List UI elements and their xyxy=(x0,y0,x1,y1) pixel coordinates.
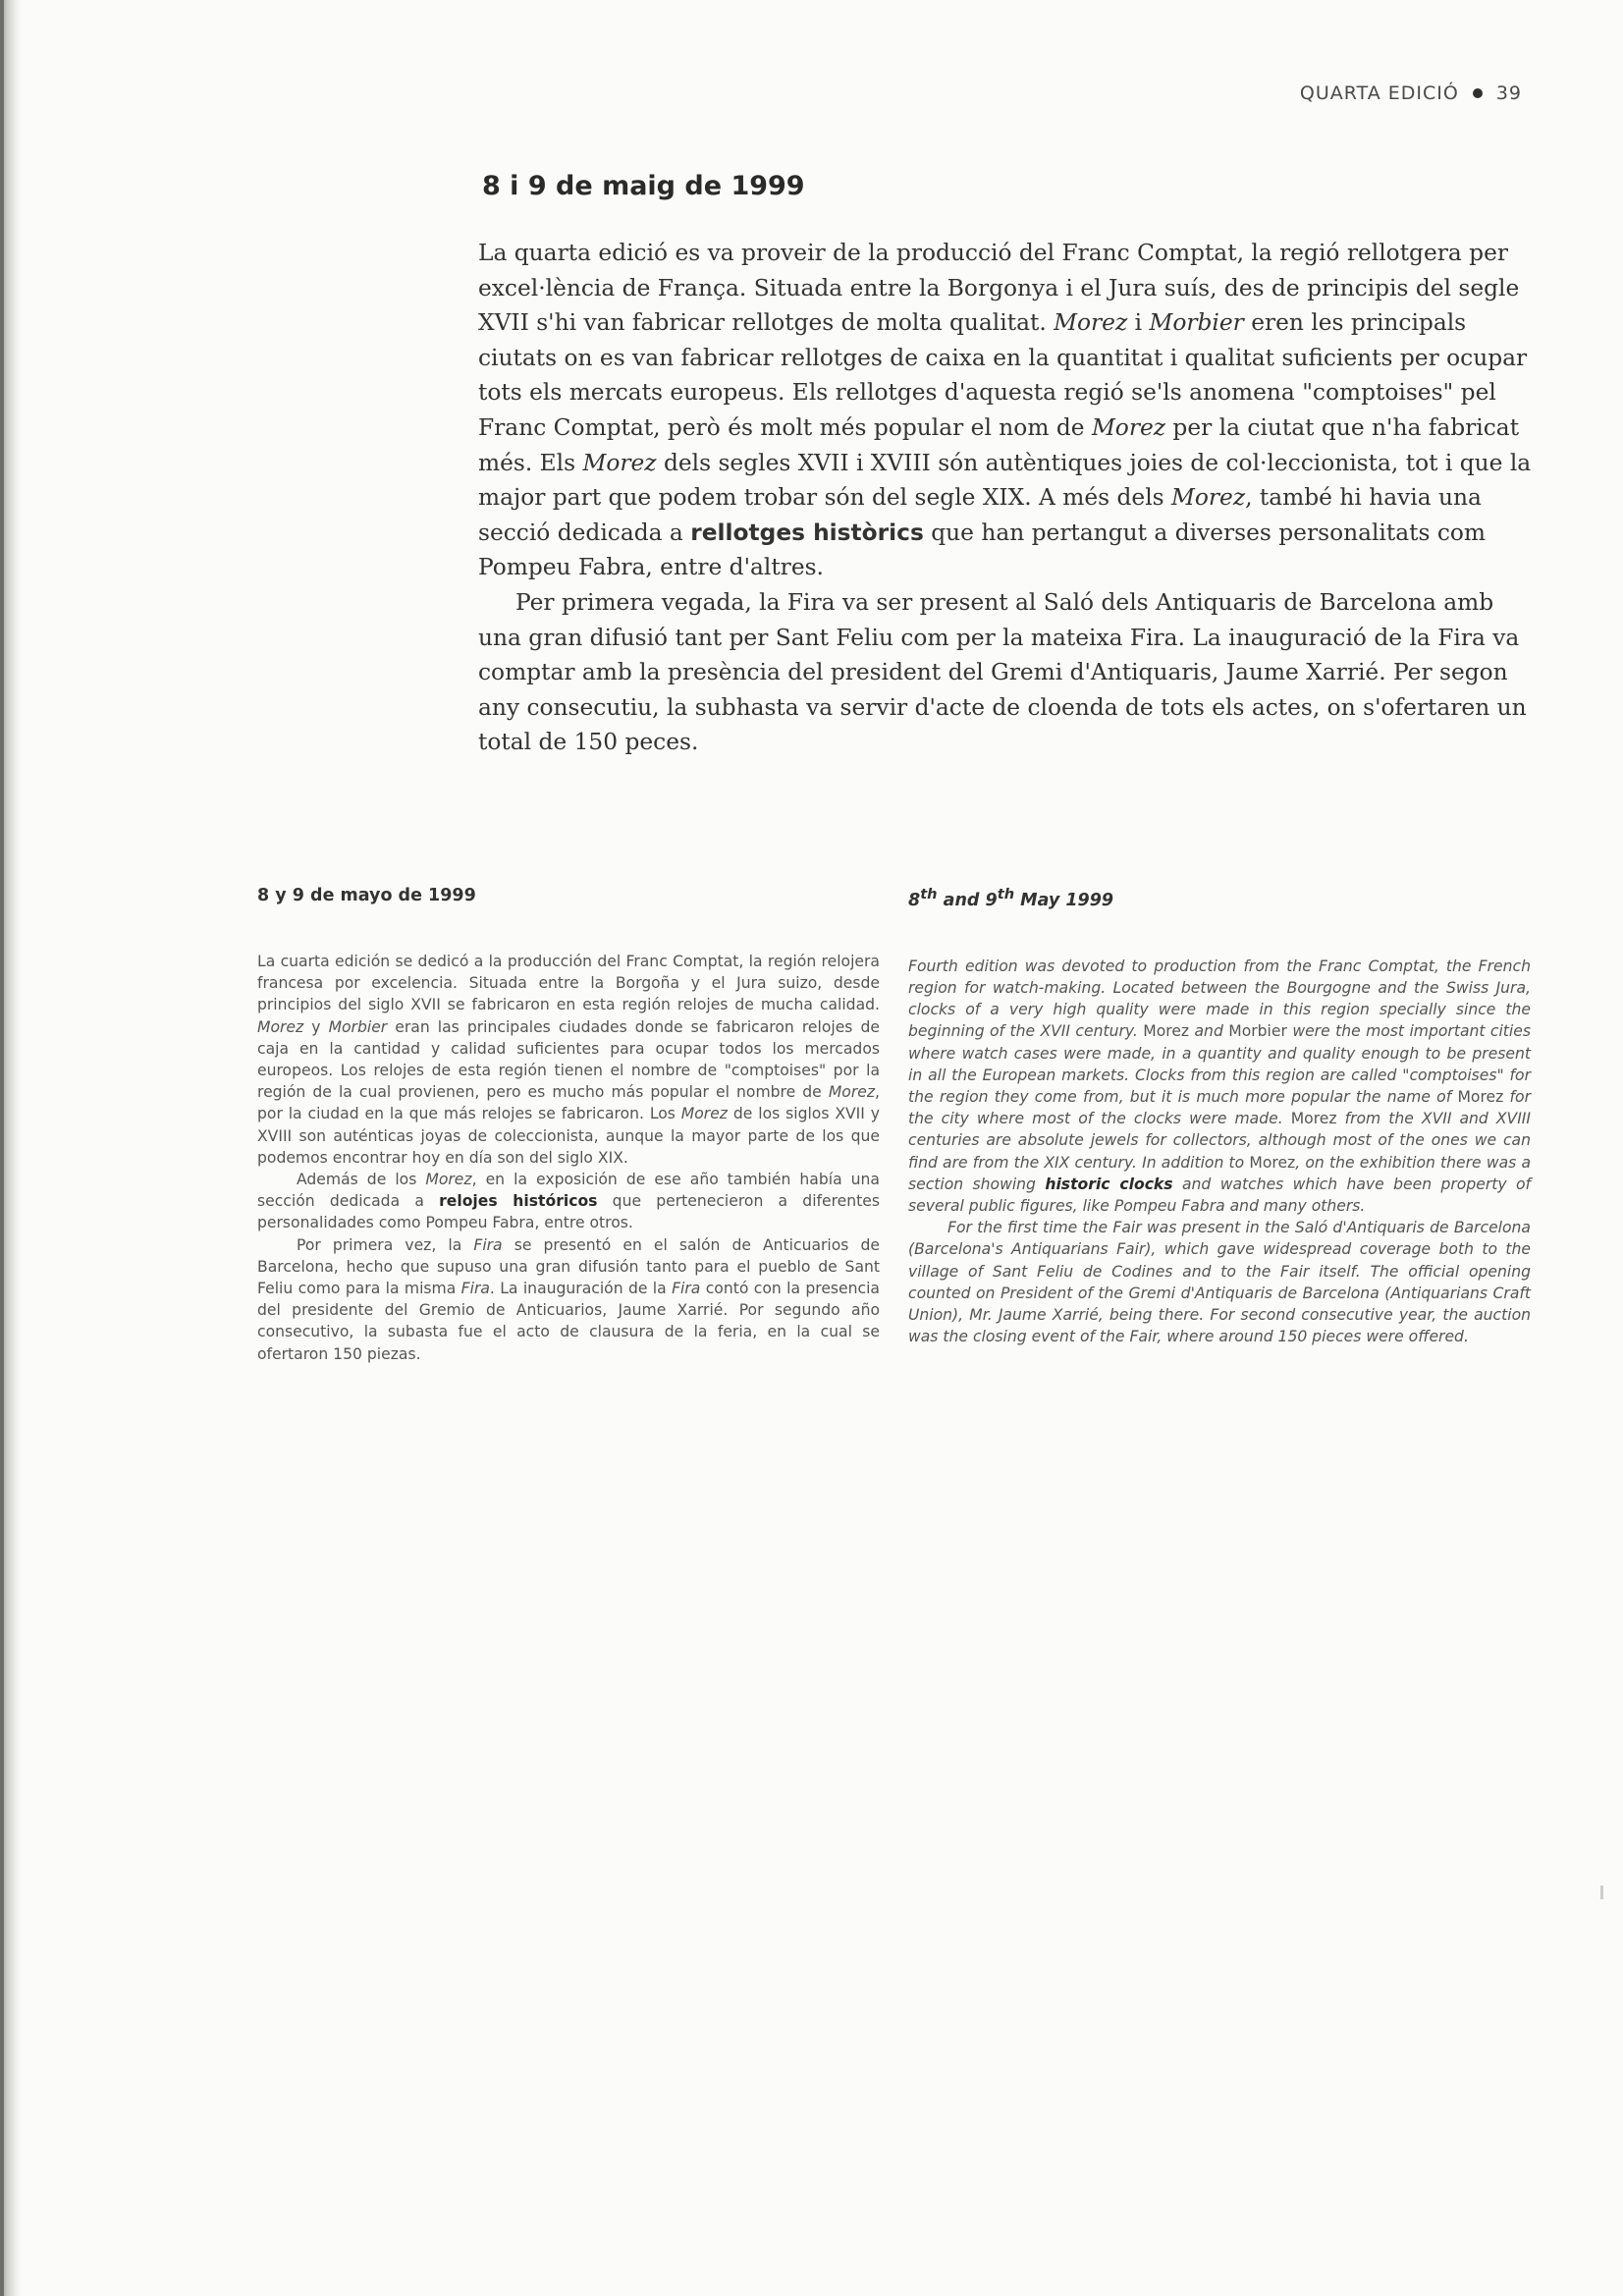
spanish-title: 8 y 9 de mayo de 1999 xyxy=(257,886,476,905)
spanish-paragraph-1: La cuarta edición se dedicó a la producción del Franc Comptat, la región relojera francesa por excelencia. Situada entre la Borgoña y el Jura suizo, desde principios del siglo XVII se fabricaron en esta región relojes de mucha calidad. Morez y Morbier eran las principales ciudades donde se fabricaron relojes de caja en la cantidad y calidad suficientes para ocupar todos los mercados europeos. Los relojes de esta región tienen el nombre de "comptoises" por la región de la cual provienen, pero es mucho más popular el nombre de Morez, por la ciudad en la que más relojes se fabricaron. Los Morez de los siglos XVII y XVIII son auténticas joyas de coleccionista, aunque la mayor parte de los que podemos encontrar hoy en día son del siglo XIX. xyxy=(257,953,880,1167)
english-column xyxy=(908,886,1531,1347)
scan-artifact xyxy=(1600,1886,1603,1899)
english-paragraph-2: For the first time the Fair was present in the Saló d'Antiquaris de Barcelona (Barcelona's Antiquarians Fair), which gave widespread coverage both to the village of Sant Feliu de Codines and to the Fair itself. The official opening counted on President of the Gremi d'Antiquaris de Barcelona (Antiquarians Craft Union), Mr. Jaume Xarrié, being there. For second consecutive year, the auction was the closing event of the Fair, where around 150 pieces were offered. xyxy=(908,1219,1531,1346)
spanish-paragraph-2: Además de los Morez, en la exposición de ese año también había una sección dedicada a relojes históricos que pertenecieron a diferentes personalidades como Pompeu Fabra, entre otros. xyxy=(257,1171,880,1232)
spanish-column xyxy=(257,886,880,1365)
catalan-title: 8 i 9 de maig de 1999 xyxy=(482,171,805,201)
catalan-paragraph-2: Per primera vegada, la Fira va ser present al Saló dels Antiquaris de Barcelona amb una gran difusió tant per Sant Feliu com per la mateixa Fira. La inauguració de la Fira va comptar amb la presència del president del Gremi d'Antiquaris, Jaume Xarrié. Per segon any consecutiu, la subhasta va servir d'acte de cloenda de tots els actes, on s'ofertaren un total de 150 peces. xyxy=(478,588,1527,756)
page-edge xyxy=(0,0,4,2296)
english-title: 8th and 9th May 1999 xyxy=(908,886,1114,910)
spanish-text xyxy=(257,951,880,1365)
page-number: 39 xyxy=(1495,82,1522,104)
english-text xyxy=(908,956,1531,1348)
spanish-paragraph-3: Por primera vez, la Fira se presentó en el salón de Anticuarios de Barcelona, hecho que supuso una gran difusión tanto para el pueblo de Sant Feliu como para la misma Fira. La inauguración de la Fira contó con la presencia del presidente del Gremio de Anticuarios, Jaume Xarrié. Por segundo año consecutivo, la subasta fue el acto de clausura de la feria, en la cual se ofertaron 150 piezas. xyxy=(257,1235,880,1363)
running-header xyxy=(1300,82,1522,104)
section-title: QUARTA EDICIÓ xyxy=(1299,82,1459,104)
catalan-text xyxy=(478,236,1534,760)
english-paragraph-1: Fourth edition was devoted to production from the Franc Comptat, the French region for watch-making. Located between the Bourgogne and the Swiss Jura, clocks of a very high quality were made in this region specially since the beginning of the XVII century. Morez and Morbier were the most important cities where watch cases were made, in a quantity and quality enough to be present in all the European markets. Clocks from this region are called "comptoises" for the region they come from, but it is much more popular the name of Morez for the city where most of the clocks were made. Morez from the XVII and XVIII centuries are absolute jewels for collectors, although most of the ones we can find are from the XIX century. In addition to Morez, on the exhibition there was a section showing historic clocks and watches which have been property of several public figures, like Pompeu Fabra and many others. xyxy=(908,957,1532,1216)
bullet-dot-icon xyxy=(1473,88,1483,98)
catalan-paragraph-1: La quarta edició es va proveir de la producció del Franc Comptat, la regió rellotgera per excel·lència de França. Situada entre la Borgonya i el Jura suís, des de principis del segle XVII s'hi van fabricar rellotges de molta qualitat. Morez i Morbier eren les principals ciutats on es van fabricar rellotges de caixa en la quantitat i qualitat suficients per ocupar tots els mercats europeus. Els rellotges d'aquesta regió se'ls anomena "comptoises" pel Franc Comptat, però és molt més popular el nom de Morez per la ciutat que n'ha fabricat més. Els Morez dels segles XVII i XVIII són autèntiques joies de col·leccionista, tot i que la major part que podem trobar són del segle XIX. A més dels Morez, també hi havia una secció dedicada a rellotges històrics que han pertangut a diverses personalitats com Pompeu Fabra, entre d'altres. xyxy=(478,240,1532,581)
